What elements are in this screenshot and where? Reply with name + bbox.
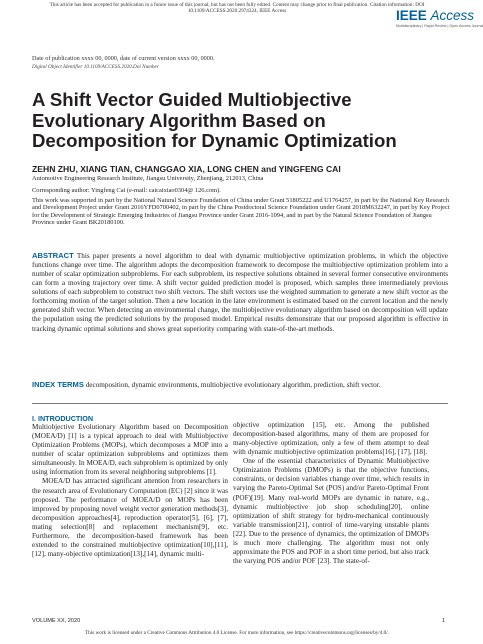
index-terms-block	[32, 380, 448, 390]
footer-volume: VOLUME XX, 2020	[32, 618, 81, 624]
corresponding-author: Corresponding author: Yingfeng Cai (e-mail: caicaixiao0304@ 126.com).	[32, 187, 221, 194]
intro-paragraph-1: Multiobjective Evolutionary Algorithm based on Decomposition (MOEA/D) [1] is a typical approach to deal with Multiobjective Optimization Problems (MOPs), which decomposes a MOP into a number of scalar optimization subproblems and optimizes them simultaneously. In MOEA/D, each subproblem is optimized by only using information from its several neighboring subproblems [1].	[32, 423, 228, 477]
affiliation: Automotive Engineering Research Institute, Jiangsu University, Zhenjiang, 212013, China	[32, 175, 264, 182]
left-column	[32, 414, 228, 559]
footer-license: This work is licensed under a Creative Commons Attribution 4.0 License. For more information, see https://creativecommons.org/licenses/by/4.0/.	[84, 630, 390, 636]
doi-line: Digital Object Identifier 10.1109/ACCESS.2020.Doi Number	[32, 64, 159, 70]
abstract-text: This paper presents a novel algorithm to deal with dynamic multiobjective optimization problems, in which the objective functions change over time. The algorithm adopts the decomposition framework to decompose the multiobjective optimization problem into a number of scalar optimization subproblems. For each subproblem, its respective solutions obtained in several former consecutive environments can form a moving trajectory over time. A shift vector guided prediction model is proposed, which samples three intermediately previous solutions of each subproblem to construct two shift vectors. The shift vectors use the weighted summation to generate a new shift vector as the forthcoming motion of the target solution. Then a new location in the later environment is estimated based on the current location and the newly generated shift vector. When detecting an environmental change, the multiobjective evolutionary algorithm based on decomposition will update the population using the predicted solutions by the proposed model. Empirical results demonstrate that our proposed algorithm is effective in tracking dynamic optimal solutions and shows great superiority comparing with state-of-the-art methods.	[32, 252, 448, 333]
ieee-access-logo	[396, 8, 483, 28]
abstract-heading: ABSTRACT	[32, 251, 74, 260]
logo-word-ieee: IEEE	[396, 8, 427, 23]
author-list: ZEHN ZHU, XIANG TIAN, CHANGGAO XIA, LONG CHEN and YINGFENG CAI	[32, 164, 341, 174]
abstract-block	[32, 251, 448, 334]
index-terms-heading: INDEX TERMS	[32, 380, 84, 389]
logo-wordmark	[396, 8, 475, 23]
logo-word-access: Access	[430, 8, 475, 23]
paper-title: A Shift Vector Guided Multiobjective Evolutionary Algorithm Based on Decomposition for Dynamic Optimization	[32, 89, 397, 151]
intro-paragraph-2: MOEA/D has attracted significant attention from researchers in the research area of Evolutionary Computation (EC) [2] since it was proposed. The performance of MOEA/D on MOPs has been improved by proposing novel weight vector generation methods[3], decomposition approaches[4], reproduction operator[5], [6], [7], mating selection[8] and replacement mechanism[9], etc. Furthermore, the decomposition-based framework has been extended to the constrained multiobjective optimization[10],[11],[12], many-objective optimization[13],[14], dynamic multi-	[32, 477, 228, 558]
section-divider	[32, 403, 448, 404]
publication-notice-line1: This article has been accepted for publication in a future issue of this journal, but has not been fully edited. Content may change prior to final publication. Citation information: DOI	[49, 2, 425, 8]
intro-paragraph-4: One of the essential characteristics of Dynamic Multiobjective Optimization Problems (DMOPs) is that the objective functions, constraints, or decision variables change over time, which results in varying the Pareto-Optimal Set (POS) and/or Pareto-Optimal Front (POF)[19]. Many real-world MOPs are dynamic in nature, e.g., dynamic multiobjective job shop scheduling[20], online optimization of shift strategy for hydro-mechanical continuously variable transmission[21], control of time-varying unstable plants [22]. Due to the presence of dynamics, the optimization of DMOPs is much more challenging. The algorithm must not only approximate the POS and POF in a short time period, but also track the varying POS and/or POF [23]. The state-of-	[233, 457, 429, 565]
funding-statement: This work was supported in part by the National Natural Science Foundation of China under Grant 51805222 and U1764257, in part by the National Key Research and Development Project under Grant 2016YFD0700402, in part by the China Postdoctoral Science Foundation under Grant 2018M632247, in part by Key Project for the Development of Strategic Emerging Industries of Jiangsu Province under Grant 2016-1094, and in part by the Natural Science Foundation of Jiangsu Province under Grant BK20180100.	[32, 197, 450, 227]
intro-heading: I. INTRODUCTION	[32, 414, 94, 423]
index-terms-text: decomposition, dynamic environments, multiobjective evolutionary algorithm, prediction, shift vector.	[85, 381, 381, 389]
footer-page-number: 1	[442, 618, 446, 624]
publication-dateline: Date of publication xxxx 00, 0000, date of current version xxxx 00, 0000.	[32, 55, 215, 62]
publication-notice-line2: 10.1109/ACCESS.2020.2974324, IEEE Access	[187, 8, 287, 15]
logo-tagline: Multidisciplinary | Rapid Review | Open Access Journal	[396, 24, 483, 28]
right-column	[233, 421, 429, 566]
intro-paragraph-3: objective optimization [15], etc. Among the published decomposition-based algorithms, many of them are proposed for many-objective optimization, only a few of them attempt to deal with dynamic multiobjective optimization problems[16], [17], [18].	[233, 421, 429, 457]
